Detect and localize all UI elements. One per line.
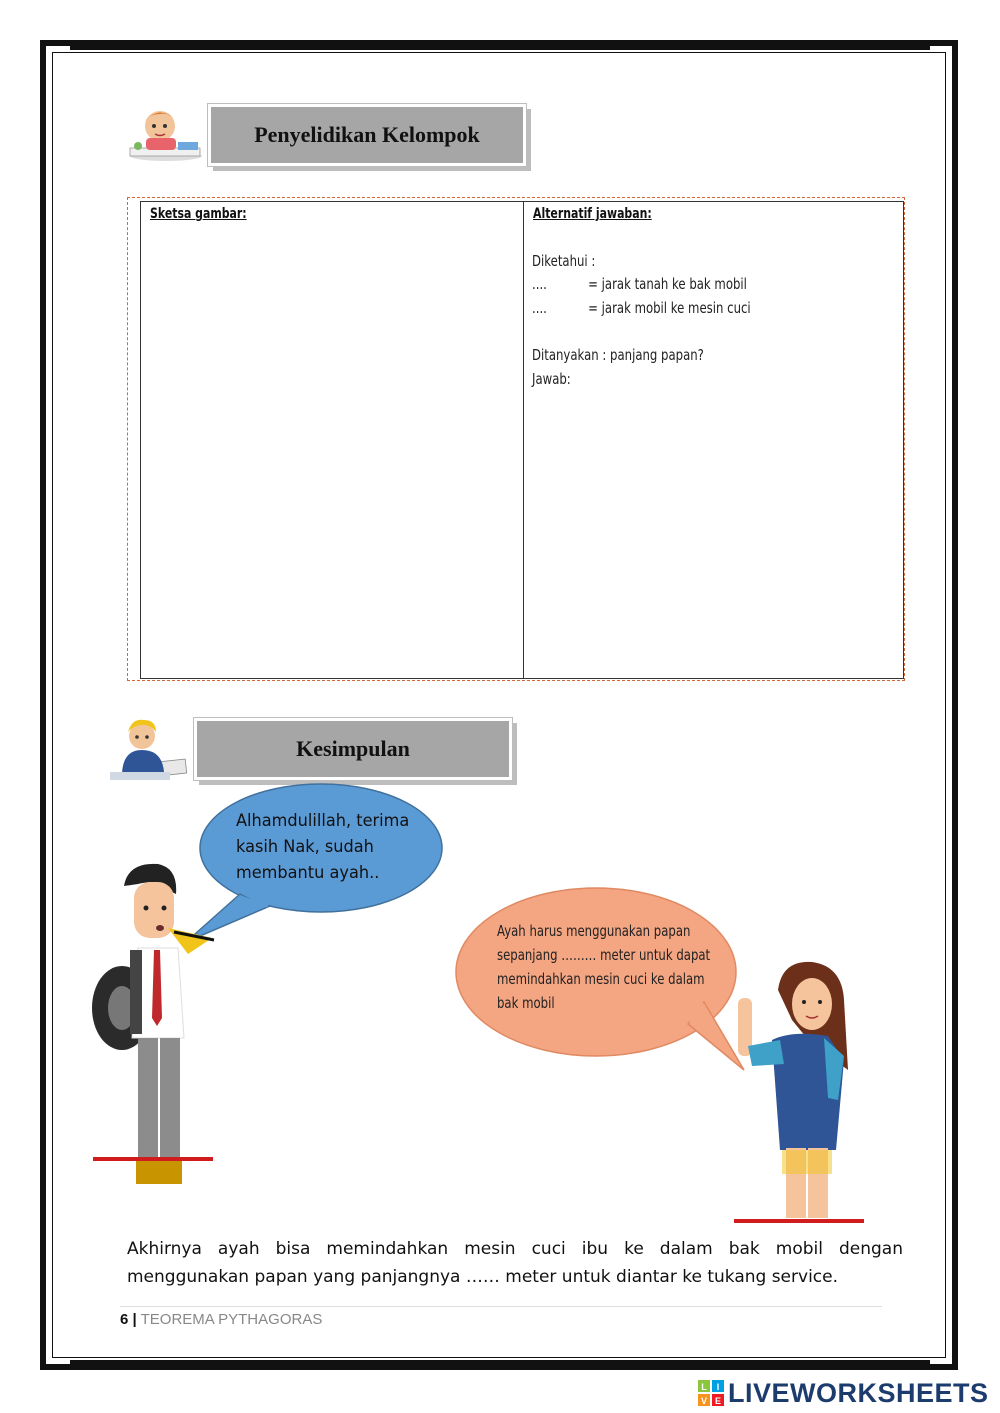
known-line-1-blank[interactable]: .... <box>532 275 547 293</box>
footer <box>120 1311 322 1328</box>
known-line-1-text: = jarak tanah ke bak mobil <box>588 275 747 293</box>
father-speech-text: Alhamdulillah, terima kasih Nak, sudah membantu ayah.. <box>236 811 410 883</box>
child-speech-text: Ayah harus menggunakan papan sepanjang ……… meter untuk dapat memindahkan mesin cuci ke dalam bak mobil <box>497 922 711 1012</box>
page-border-bottom-bar <box>70 1360 930 1370</box>
asked-line: Ditanyakan : panjang papan? <box>532 346 704 364</box>
footer-rule <box>120 1306 882 1307</box>
closing-paragraph: Akhirnya ayah bisa memindahkan mesin cuci ibu ke dalam bak mobil dengan menggunakan papan yang panjangnya …… meter untuk diantar ke tukang service. <box>127 1239 903 1287</box>
section-heading-penyelidikan: Penyelidikan Kelompok <box>208 104 526 166</box>
known-line-2 <box>532 299 751 317</box>
ground-line-father <box>93 1157 213 1161</box>
ground-line-child <box>734 1219 864 1223</box>
logo-letter-l: L <box>701 1382 707 1392</box>
answer-column[interactable] <box>524 202 903 678</box>
known-line-2-text: = jarak mobil ke mesin cuci <box>588 299 751 317</box>
footer-title: TEOREMA PYTHAGORAS <box>140 1311 323 1328</box>
child-illustration <box>732 960 856 1222</box>
section-heading-kesimpulan: Kesimpulan <box>194 718 512 780</box>
known-line-2-blank[interactable]: .... <box>532 299 547 317</box>
writing-kid-illustration <box>108 716 190 782</box>
known-line-1 <box>532 275 747 293</box>
known-label: Diketahui : <box>532 252 596 270</box>
brand-name: LIVEWORKSHEETS <box>728 1377 989 1408</box>
logo-letter-i: I <box>716 1382 720 1392</box>
page-number: 6 | <box>120 1311 137 1328</box>
logo-letter-e: E <box>714 1396 722 1406</box>
page-border-top-bar <box>70 40 930 50</box>
liveworksheets-logo-icon <box>698 1380 724 1406</box>
studying-kid-illustration <box>128 104 206 162</box>
answer-column-title: Alternatif jawaban: <box>533 206 652 222</box>
investigation-table <box>140 201 904 679</box>
answer-label: Jawab: <box>532 370 571 388</box>
logo-letter-v: V <box>700 1396 708 1406</box>
father-illustration <box>88 858 220 1192</box>
sketch-column[interactable] <box>141 202 524 678</box>
sketch-column-title: Sketsa gambar: <box>150 206 247 222</box>
liveworksheets-brand[interactable] <box>698 1378 989 1408</box>
